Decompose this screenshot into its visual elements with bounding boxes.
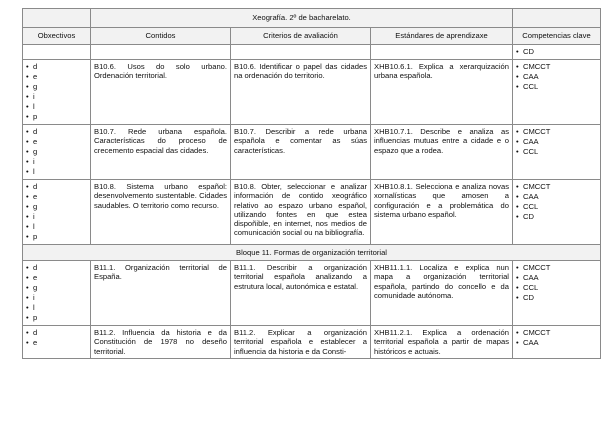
obxectivos-cell bbox=[23, 326, 91, 359]
criterios-cell: B11.1. Describir a organización territorial española analizando a estrutura local, autonómica e estatal. bbox=[231, 261, 371, 326]
obxectivos-item: • g bbox=[26, 147, 87, 157]
contidos-cell: B11.1. Organización territorial de España. bbox=[91, 261, 231, 326]
competencias-cell bbox=[513, 125, 601, 180]
obxectivos-list bbox=[26, 182, 87, 242]
contidos-cell: B10.7. Rede urbana española. Características do proceso de crecemento espacial das cidades. bbox=[91, 125, 231, 180]
competencias-item: • CD bbox=[516, 212, 597, 222]
competencias-cell bbox=[513, 326, 601, 359]
curriculum-table bbox=[22, 8, 601, 359]
criterios-cell bbox=[231, 45, 371, 60]
obxectivos-list bbox=[26, 328, 87, 348]
competencias-item: • CAA bbox=[516, 192, 597, 202]
criterios-cell: B11.2. Explicar a organización territorial española e establecer a influencia da historia e da Consti- bbox=[231, 326, 371, 359]
competencias-item: • CAA bbox=[516, 72, 597, 82]
obxectivos-list bbox=[26, 263, 87, 323]
column-header-criterios: Criterios de avaliación bbox=[231, 28, 371, 45]
title-row bbox=[23, 9, 601, 28]
contidos-cell: B10.8. Sistema urbano español: desenvolvemento sustentable. Cidades saudables. O territorio como recurso. bbox=[91, 180, 231, 245]
obxectivos-item: • e bbox=[26, 72, 87, 82]
title-spacer bbox=[23, 9, 91, 28]
table-row bbox=[23, 125, 601, 180]
competencias-item: • CMCCT bbox=[516, 263, 597, 273]
competencias-item: • CCL bbox=[516, 82, 597, 92]
competencias-list bbox=[516, 328, 597, 348]
column-header-contidos: Contidos bbox=[91, 28, 231, 45]
column-header-obxectivos: Obxectivos bbox=[23, 28, 91, 45]
column-header-competencias: Competencias clave bbox=[513, 28, 601, 45]
estandares-cell: XHB10.8.1. Selecciona e analiza novas xornalísticas que amosen a configuración e a problemática do sistema urbano español. bbox=[371, 180, 513, 245]
title-spacer-right bbox=[513, 9, 601, 28]
obxectivos-item: • p bbox=[26, 232, 87, 242]
table-row bbox=[23, 180, 601, 245]
competencias-item: • CD bbox=[516, 47, 597, 57]
obxectivos-item: • d bbox=[26, 62, 87, 72]
competencias-item: • CCL bbox=[516, 283, 597, 293]
obxectivos-item: • g bbox=[26, 202, 87, 212]
contidos-cell: B11.2. Influencia da historia e da Constitución de 1978 no deseño territorial. bbox=[91, 326, 231, 359]
obxectivos-item: • g bbox=[26, 283, 87, 293]
competencias-item: • CAA bbox=[516, 338, 597, 348]
competencias-item: • CMCCT bbox=[516, 182, 597, 192]
competencias-cell bbox=[513, 180, 601, 245]
obxectivos-item: • d bbox=[26, 328, 87, 338]
obxectivos-item: • d bbox=[26, 182, 87, 192]
obxectivos-item: • d bbox=[26, 263, 87, 273]
competencias-item: • CMCCT bbox=[516, 62, 597, 72]
competencias-item: • CAA bbox=[516, 273, 597, 283]
table-row bbox=[23, 60, 601, 125]
obxectivos-cell bbox=[23, 180, 91, 245]
table-title: Xeografía. 2º de bacharelato. bbox=[91, 9, 513, 28]
estandares-cell: XHB10.6.1. Explica a xerarquización urbana española. bbox=[371, 60, 513, 125]
obxectivos-item: • l bbox=[26, 167, 87, 177]
table-row bbox=[23, 261, 601, 326]
competencias-list bbox=[516, 47, 597, 57]
obxectivos-list bbox=[26, 62, 87, 122]
obxectivos-item: • e bbox=[26, 273, 87, 283]
competencias-list bbox=[516, 127, 597, 157]
competencias-item: • CMCCT bbox=[516, 328, 597, 338]
table-row bbox=[23, 45, 601, 60]
criterios-cell: B10.7. Describir a rede urbana española e comentar as súas características. bbox=[231, 125, 371, 180]
competencias-item: • CMCCT bbox=[516, 127, 597, 137]
estandares-cell: XHB10.7.1. Describe e analiza as influencias mutuas entre a cidade e o espazo que a rodea. bbox=[371, 125, 513, 180]
competencias-cell bbox=[513, 261, 601, 326]
estandares-cell bbox=[371, 45, 513, 60]
obxectivos-item: • i bbox=[26, 293, 87, 303]
obxectivos-item: • e bbox=[26, 192, 87, 202]
obxectivos-item: • p bbox=[26, 112, 87, 122]
competencias-cell bbox=[513, 60, 601, 125]
obxectivos-item: • l bbox=[26, 303, 87, 313]
obxectivos-item: • i bbox=[26, 92, 87, 102]
obxectivos-cell bbox=[23, 60, 91, 125]
obxectivos-cell bbox=[23, 125, 91, 180]
competencias-item: • CD bbox=[516, 293, 597, 303]
competencias-cell bbox=[513, 45, 601, 60]
column-header-estandares: Estándares de aprendizaxe bbox=[371, 28, 513, 45]
contidos-cell bbox=[91, 45, 231, 60]
obxectivos-cell bbox=[23, 45, 91, 60]
competencias-list bbox=[516, 182, 597, 222]
bloque-heading: Bloque 11. Formas de organización territorial bbox=[23, 245, 601, 261]
obxectivos-list bbox=[26, 127, 87, 177]
estandares-cell: XHB11.1.1. Localiza e explica nun mapa a organización territorial española, partindo do concello e da comunidade autónoma. bbox=[371, 261, 513, 326]
competencias-item: • CAA bbox=[516, 137, 597, 147]
bloque-row bbox=[23, 245, 601, 261]
obxectivos-item: • i bbox=[26, 157, 87, 167]
obxectivos-cell bbox=[23, 261, 91, 326]
estandares-cell: XHB11.2.1. Explica a ordenación territorial española a partir de mapas históricos e actuais. bbox=[371, 326, 513, 359]
competencias-item: • CCL bbox=[516, 202, 597, 212]
obxectivos-item: • g bbox=[26, 82, 87, 92]
competencias-list bbox=[516, 62, 597, 92]
column-header-row bbox=[23, 28, 601, 45]
obxectivos-item: • d bbox=[26, 127, 87, 137]
obxectivos-item: • e bbox=[26, 338, 87, 348]
obxectivos-item: • l bbox=[26, 222, 87, 232]
contidos-cell: B10.6. Usos do solo urbano. Ordenación territorial. bbox=[91, 60, 231, 125]
obxectivos-item: • p bbox=[26, 313, 87, 323]
table-row bbox=[23, 326, 601, 359]
obxectivos-item: • l bbox=[26, 102, 87, 112]
obxectivos-item: • e bbox=[26, 137, 87, 147]
criterios-cell: B10.8. Obter, seleccionar e analizar información de contido xeográfico relativo ao espazo urbano español, utilizando fontes en que estea dispoñible, en internet, nos medios de comunicación social ou na bibliografía. bbox=[231, 180, 371, 245]
competencias-item: • CCL bbox=[516, 147, 597, 157]
obxectivos-item: • i bbox=[26, 212, 87, 222]
criterios-cell: B10.6. Identificar o papel das cidades na ordenación do territorio. bbox=[231, 60, 371, 125]
competencias-list bbox=[516, 263, 597, 303]
